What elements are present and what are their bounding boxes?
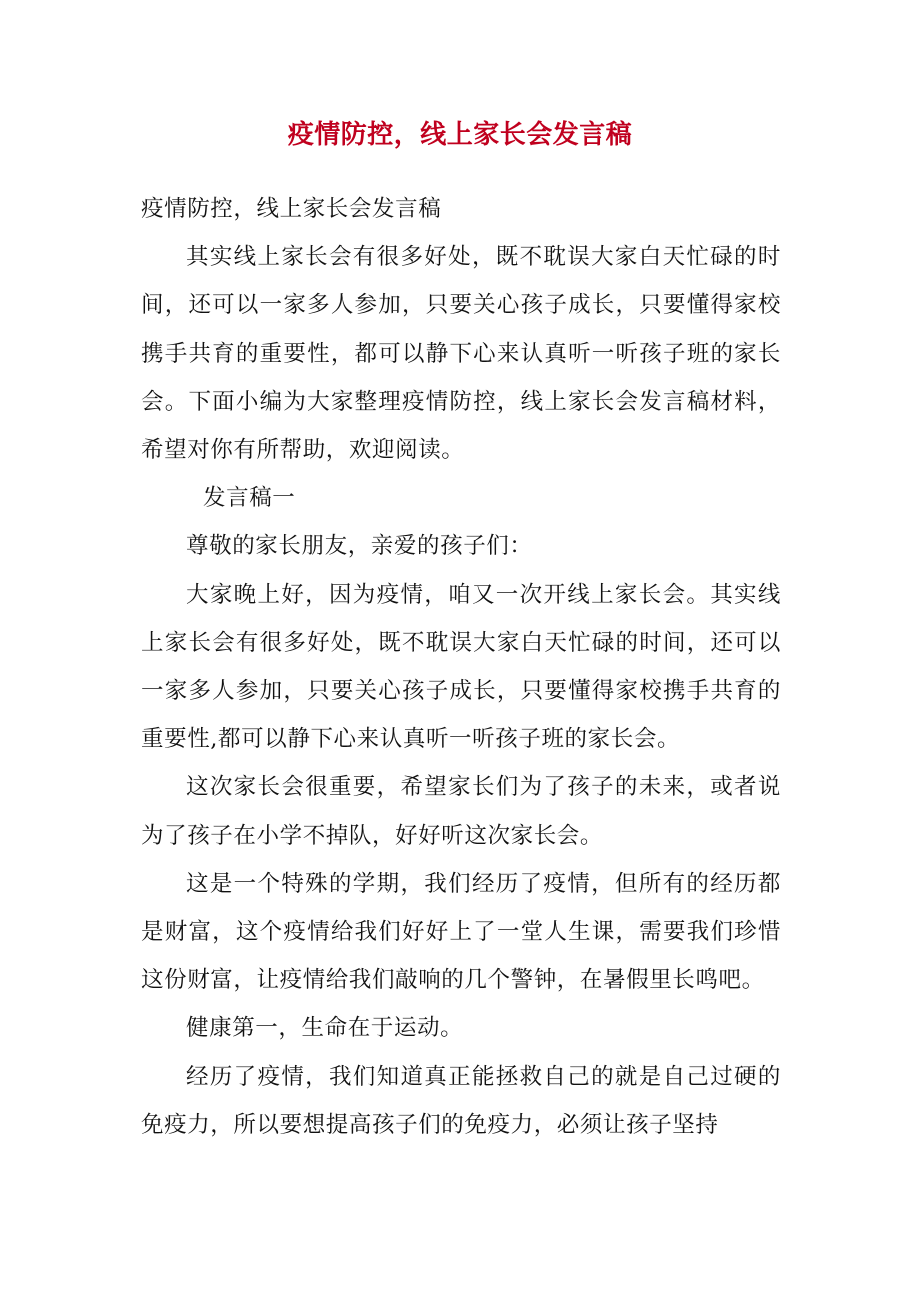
paragraph-heading: 疫情防控，线上家长会发言稿: [141, 196, 442, 222]
paragraph-greeting: 大家晚上好，因为疫情，咱又一次开线上家长会。其实线上家长会有很多好处，既不耽误大家白天忙碌的时间，还可以一家多人参加，只要关心孩子成长，只要懂得家校携手共育的重要性,都可以静下心来认真听一听孩子班的家长会。: [141, 581, 781, 753]
section-heading: 发言稿一: [203, 485, 296, 512]
paragraph-salutation: 尊敬的家长朋友，亲爱的孩子们：: [186, 533, 533, 560]
paragraph-importance: 这次家长会很重要，希望家长们为了孩子的未来，或者说为了孩子在小学不掉队，好好听这次家长会。: [141, 774, 781, 849]
document-title: 疫情防控，线上家长会发言稿: [287, 120, 633, 150]
paragraph-health-first: 健康第一，生命在于运动。: [186, 1015, 464, 1042]
paragraph-intro: 其实线上家长会有很多好处，既不耽误大家白天忙碌的时间，还可以一家多人参加，只要关心孩子成长，只要懂得家校携手共育的重要性，都可以静下心来认真听一听孩子班的家长会。下面小编为大家整理疫情防控，线上家长会发言稿材料，希望对你有所帮助，欢迎阅读。: [141, 244, 781, 464]
paragraph-immunity: 经历了疫情，我们知道真正能拯救自己的就是自己过硬的免疫力，所以要想提高孩子们的免疫力，必须让孩子坚持: [141, 1063, 781, 1138]
document-body: [141, 185, 781, 1149]
paragraph-special-semester: 这是一个特殊的学期，我们经历了疫情，但所有的经历都是财富，这个疫情给我们好好上了一堂人生课，需要我们珍惜这份财富，让疫情给我们敲响的几个警钟，在暑假里长鸣吧。: [141, 870, 781, 994]
